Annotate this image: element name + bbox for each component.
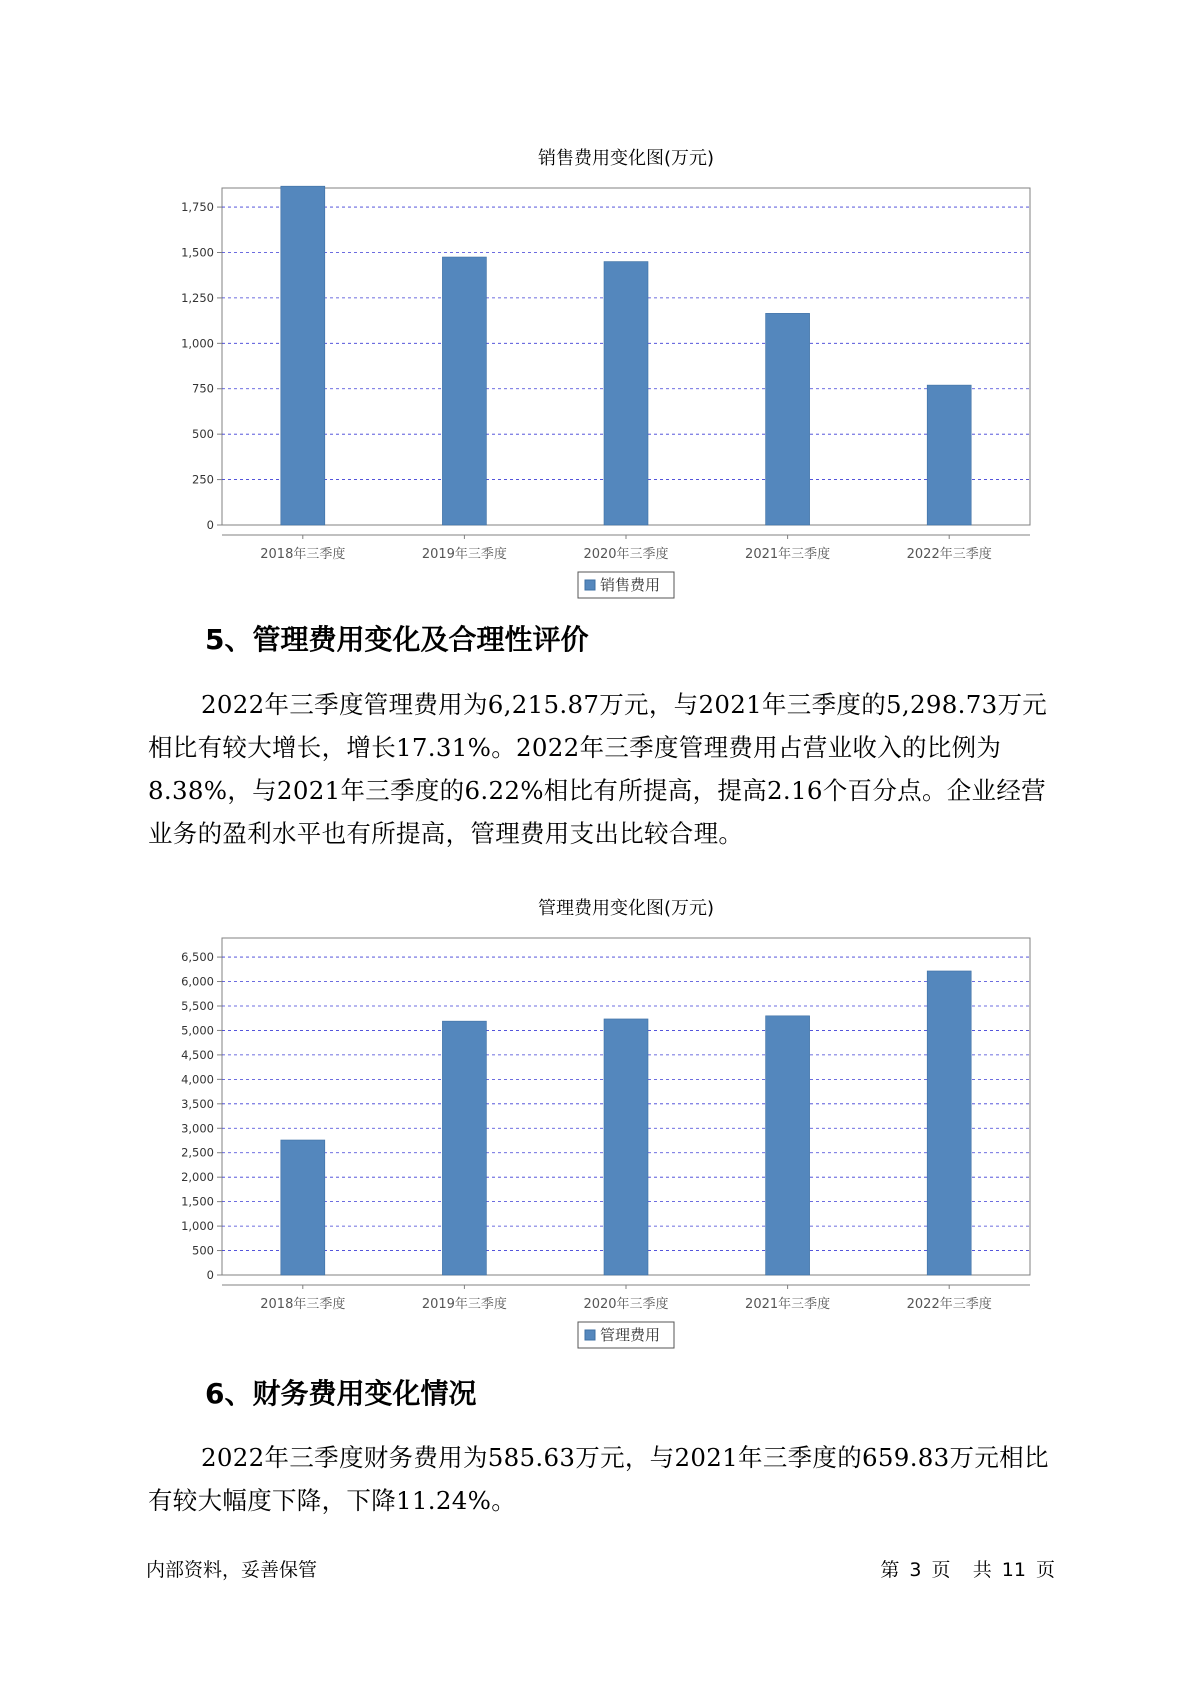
bar <box>604 1019 648 1275</box>
x-tick-label: 2021年三季度 <box>745 547 831 562</box>
y-tick-label: 0 <box>206 1268 214 1282</box>
page-unit: 页 <box>931 1559 951 1581</box>
x-tick-label: 2022年三季度 <box>906 547 992 562</box>
y-tick-label: 1,500 <box>181 245 214 260</box>
y-tick-label: 4,000 <box>181 1072 214 1087</box>
y-tick-label: 1,250 <box>181 290 214 305</box>
bar <box>927 385 971 525</box>
y-tick-label: 500 <box>192 1243 214 1258</box>
x-tick-label: 2018年三季度 <box>260 1297 346 1312</box>
y-tick-label: 3,500 <box>181 1096 214 1111</box>
x-tick-label: 2018年三季度 <box>260 547 346 562</box>
legend-label: 管理费用 <box>600 1326 661 1344</box>
y-tick-label: 1,500 <box>181 1194 214 1209</box>
bar <box>281 1140 325 1275</box>
x-tick-label: 2021年三季度 <box>745 1297 831 1312</box>
management-expense-chart <box>0 880 1191 1350</box>
paragraph-finance-expense: 2022年三季度财务费用为585.63万元，与2021年三季度的659.83万元相比有较大幅度下降，下降11.24%。 <box>148 1443 1049 1515</box>
y-tick-label: 6,000 <box>181 974 214 989</box>
y-tick-label: 5,500 <box>181 998 214 1013</box>
sales-expense-chart-svg <box>0 130 1191 600</box>
y-tick-label: 2,500 <box>181 1145 214 1160</box>
chart-title: 管理费用变化图(万元) <box>537 898 715 919</box>
page-current: 3 <box>909 1559 922 1581</box>
y-tick-label: 250 <box>192 472 214 487</box>
legend-swatch <box>585 1330 595 1340</box>
management-expense-chart-svg <box>0 880 1191 1350</box>
x-tick-label: 2020年三季度 <box>583 547 669 562</box>
y-tick-label: 1,000 <box>181 1219 214 1234</box>
bar <box>442 257 486 525</box>
y-tick-label: 0 <box>206 518 214 532</box>
page-prefix: 第 <box>880 1559 900 1581</box>
x-tick-label: 2019年三季度 <box>421 1297 507 1312</box>
chart-title: 销售费用变化图(万元) <box>537 148 715 169</box>
y-tick-label: 4,500 <box>181 1047 214 1062</box>
bar <box>281 186 325 525</box>
total-unit: 页 <box>1035 1559 1055 1581</box>
footer-page-indicator <box>878 1555 1057 1582</box>
y-tick-label: 1,750 <box>181 200 214 215</box>
bar <box>927 971 971 1275</box>
y-tick-label: 500 <box>192 427 214 442</box>
y-tick-label: 3,000 <box>181 1121 214 1136</box>
bar <box>766 313 810 525</box>
section-heading-management-expense: 5、管理费用变化及合理性评价 <box>205 623 589 656</box>
sales-expense-chart <box>0 130 1191 600</box>
footer-confidential-note: 内部资料，妥善保管 <box>146 1559 318 1581</box>
x-tick-label: 2022年三季度 <box>906 1297 992 1312</box>
y-tick-label: 2,000 <box>181 1170 214 1185</box>
legend-swatch <box>585 580 595 590</box>
paragraph-management-expense: 2022年三季度管理费用为6,215.87万元，与2021年三季度的5,298.73万元相比有较大增长，增长17.31%。2022年三季度管理费用占营业收入的比例为8.38%，与2021年三季度的6.22%相比有所提高，提高2.16个百分点。企业经营业务的盈利水平也有所提高，管理费用支出比较合理。 <box>148 690 1048 848</box>
total-prefix: 共 <box>972 1559 992 1581</box>
x-tick-label: 2019年三季度 <box>421 547 507 562</box>
y-tick-label: 5,000 <box>181 1023 214 1038</box>
legend-label: 销售费用 <box>600 576 661 594</box>
bar <box>442 1021 486 1275</box>
bar <box>766 1016 810 1275</box>
y-tick-label: 1,000 <box>181 336 214 351</box>
x-tick-label: 2020年三季度 <box>583 1297 669 1312</box>
y-tick-label: 6,500 <box>181 950 214 965</box>
page-total: 11 <box>1001 1559 1026 1581</box>
section-heading-finance-expense: 6、财务费用变化情况 <box>205 1377 477 1410</box>
bar <box>604 262 648 525</box>
y-tick-label: 750 <box>192 381 214 396</box>
